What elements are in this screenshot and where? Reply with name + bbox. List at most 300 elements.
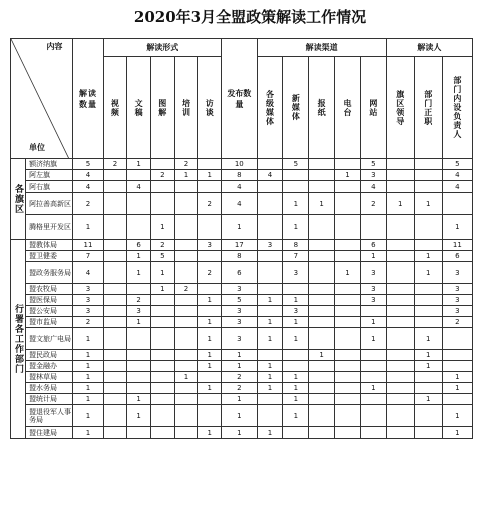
value-cell: 5 <box>150 251 174 262</box>
value-cell: 8 <box>222 251 258 262</box>
unit-name: 盟林草局 <box>26 372 73 383</box>
value-cell: 1 <box>174 372 198 383</box>
value-cell <box>386 240 414 251</box>
value-cell <box>103 350 127 361</box>
value-cell: 2 <box>442 317 472 328</box>
unit-name: 盟退役军人事务局 <box>26 405 73 427</box>
value-cell: 4 <box>442 170 472 181</box>
value-cell: 1 <box>257 383 283 394</box>
value-cell: 3 <box>73 295 103 306</box>
value-cell <box>174 383 198 394</box>
value-cell <box>335 181 361 193</box>
corner-diagonal <box>11 39 69 159</box>
value-cell <box>335 394 361 405</box>
value-cell: 2 <box>127 295 151 306</box>
unit-name: 盟文旅广电局 <box>26 328 73 350</box>
value-cell <box>103 361 127 372</box>
value-cell <box>335 405 361 427</box>
value-cell: 1 <box>127 251 151 262</box>
value-cell: 1 <box>127 394 151 405</box>
value-cell: 1 <box>442 383 472 394</box>
value-cell: 1 <box>283 394 309 405</box>
value-cell <box>335 159 361 170</box>
value-cell <box>442 361 472 372</box>
value-cell: 4 <box>222 193 258 215</box>
value-cell <box>309 284 335 295</box>
value-cell: 1 <box>414 361 442 372</box>
value-cell <box>335 427 361 439</box>
value-cell <box>309 262 335 284</box>
value-cell <box>174 361 198 372</box>
value-cell: 1 <box>73 350 103 361</box>
table-row <box>11 284 473 295</box>
value-cell: 1 <box>198 170 222 181</box>
value-cell: 1 <box>283 295 309 306</box>
value-cell <box>257 284 283 295</box>
value-cell <box>257 215 283 240</box>
value-cell <box>335 284 361 295</box>
value-cell: 1 <box>222 350 258 361</box>
value-cell <box>103 306 127 317</box>
value-cell <box>335 317 361 328</box>
value-cell <box>150 181 174 193</box>
value-cell <box>386 170 414 181</box>
table-row <box>11 328 473 350</box>
value-cell <box>150 193 174 215</box>
value-cell <box>360 372 386 383</box>
value-cell: 2 <box>198 262 222 284</box>
value-cell <box>386 251 414 262</box>
value-cell: 3 <box>360 262 386 284</box>
value-cell: 17 <box>222 240 258 251</box>
value-cell: 1 <box>309 193 335 215</box>
value-cell <box>174 181 198 193</box>
value-cell: 11 <box>442 240 472 251</box>
value-cell <box>360 361 386 372</box>
value-cell: 2 <box>150 170 174 181</box>
value-cell: 1 <box>414 262 442 284</box>
value-cell <box>335 306 361 317</box>
value-cell <box>386 372 414 383</box>
value-cell <box>103 295 127 306</box>
value-cell <box>309 372 335 383</box>
value-cell <box>386 262 414 284</box>
value-cell <box>414 405 442 427</box>
value-cell <box>198 372 222 383</box>
value-cell <box>127 170 151 181</box>
unit-name: 盟住建局 <box>26 427 73 439</box>
form-header-video: 视频 <box>103 57 127 159</box>
unit-name: 盟金融办 <box>26 361 73 372</box>
value-cell <box>414 181 442 193</box>
value-cell: 4 <box>127 181 151 193</box>
channel-group-header: 解读渠道 <box>257 39 386 57</box>
value-cell <box>103 284 127 295</box>
value-cell: 3 <box>127 306 151 317</box>
value-cell: 1 <box>198 427 222 439</box>
value-cell: 5 <box>360 159 386 170</box>
value-cell: 4 <box>442 181 472 193</box>
reader-header-head: 部门正职 <box>414 57 442 159</box>
value-cell <box>127 284 151 295</box>
value-cell: 5 <box>283 159 309 170</box>
value-cell <box>127 350 151 361</box>
value-cell <box>174 295 198 306</box>
value-cell <box>174 350 198 361</box>
value-cell: 1 <box>73 427 103 439</box>
table-row <box>11 317 473 328</box>
value-cell: 3 <box>257 240 283 251</box>
value-cell: 3 <box>360 295 386 306</box>
value-cell <box>442 350 472 361</box>
value-cell <box>103 372 127 383</box>
value-cell: 3 <box>360 170 386 181</box>
value-cell: 3 <box>222 328 258 350</box>
value-cell: 1 <box>257 372 283 383</box>
value-cell <box>414 215 442 240</box>
value-cell: 1 <box>198 317 222 328</box>
value-cell: 6 <box>222 262 258 284</box>
value-cell: 1 <box>414 394 442 405</box>
value-cell: 11 <box>73 240 103 251</box>
value-cell: 1 <box>73 394 103 405</box>
value-cell: 5 <box>442 159 472 170</box>
table-row <box>11 383 473 394</box>
value-cell <box>442 328 472 350</box>
value-cell <box>103 317 127 328</box>
value-cell: 2 <box>198 193 222 215</box>
value-cell <box>127 427 151 439</box>
value-cell <box>386 394 414 405</box>
value-cell: 1 <box>150 284 174 295</box>
value-cell: 4 <box>73 170 103 181</box>
unit-name: 盟医保局 <box>26 295 73 306</box>
reader-group-header: 解读人 <box>386 39 472 57</box>
value-cell <box>257 394 283 405</box>
value-cell: 3 <box>442 295 472 306</box>
form-header-interview: 访谈 <box>198 57 222 159</box>
value-cell <box>150 394 174 405</box>
value-cell <box>309 295 335 306</box>
table-row <box>11 306 473 317</box>
value-cell <box>103 215 127 240</box>
value-cell <box>360 350 386 361</box>
value-cell <box>103 394 127 405</box>
table-row <box>11 251 473 262</box>
table-row <box>11 405 473 427</box>
value-cell <box>103 383 127 394</box>
value-cell: 1 <box>127 405 151 427</box>
value-cell: 1 <box>73 361 103 372</box>
value-cell: 1 <box>73 383 103 394</box>
unit-name: 腾格里开发区 <box>26 215 73 240</box>
value-cell <box>198 284 222 295</box>
value-cell: 1 <box>257 427 283 439</box>
value-cell: 1 <box>283 328 309 350</box>
unit-name: 盟农牧局 <box>26 284 73 295</box>
value-cell: 1 <box>360 251 386 262</box>
value-cell <box>198 394 222 405</box>
reader-header-sub: 部门内设负责人 <box>442 57 472 159</box>
value-cell: 1 <box>222 215 258 240</box>
value-cell <box>127 383 151 394</box>
value-cell <box>414 317 442 328</box>
value-cell <box>127 361 151 372</box>
value-cell: 1 <box>414 251 442 262</box>
value-cell: 3 <box>73 284 103 295</box>
value-cell <box>309 427 335 439</box>
value-cell: 3 <box>360 284 386 295</box>
table-row <box>11 427 473 439</box>
value-cell <box>335 251 361 262</box>
unit-name: 阿左旗 <box>26 170 73 181</box>
value-cell <box>257 306 283 317</box>
value-cell <box>257 405 283 427</box>
value-cell <box>309 215 335 240</box>
value-cell <box>309 405 335 427</box>
value-cell: 3 <box>283 262 309 284</box>
value-cell <box>386 361 414 372</box>
value-cell <box>103 427 127 439</box>
value-cell <box>386 328 414 350</box>
table-row <box>11 240 473 251</box>
value-cell: 1 <box>150 215 174 240</box>
value-cell <box>257 159 283 170</box>
value-cell: 2 <box>73 193 103 215</box>
value-cell <box>414 427 442 439</box>
value-cell <box>257 262 283 284</box>
value-cell: 2 <box>73 317 103 328</box>
value-cell: 4 <box>73 181 103 193</box>
value-cell <box>103 181 127 193</box>
value-cell <box>174 240 198 251</box>
value-cell: 1 <box>442 215 472 240</box>
unit-label: 单位 <box>29 143 45 152</box>
form-header-text: 文稿 <box>127 57 151 159</box>
value-cell: 1 <box>198 350 222 361</box>
table-row <box>11 295 473 306</box>
unit-name: 盟民政局 <box>26 350 73 361</box>
value-cell <box>386 383 414 394</box>
value-cell <box>103 240 127 251</box>
value-cell: 1 <box>222 361 258 372</box>
value-cell <box>174 317 198 328</box>
value-cell <box>386 427 414 439</box>
value-cell: 1 <box>222 427 258 439</box>
value-cell: 1 <box>283 405 309 427</box>
content-label: 内容 <box>46 42 63 51</box>
value-cell: 1 <box>73 372 103 383</box>
table-row <box>11 350 473 361</box>
value-cell <box>150 317 174 328</box>
value-cell <box>198 159 222 170</box>
channel-header-new-media: 新媒体 <box>283 57 309 159</box>
form-group-header: 解读形式 <box>103 39 221 57</box>
value-cell <box>414 284 442 295</box>
unit-name: 阿右旗 <box>26 181 73 193</box>
value-cell: 1 <box>198 383 222 394</box>
value-cell: 1 <box>283 372 309 383</box>
channel-header-media: 各级媒体 <box>257 57 283 159</box>
value-cell <box>414 295 442 306</box>
group-label: 各旗区 <box>11 159 26 240</box>
value-cell: 1 <box>360 383 386 394</box>
value-cell: 1 <box>442 372 472 383</box>
value-cell: 1 <box>198 295 222 306</box>
value-cell: 5 <box>222 295 258 306</box>
value-cell: 1 <box>386 193 414 215</box>
value-cell <box>150 383 174 394</box>
value-cell <box>198 215 222 240</box>
value-cell: 1 <box>127 262 151 284</box>
value-cell: 1 <box>73 328 103 350</box>
value-cell <box>309 394 335 405</box>
value-cell <box>150 372 174 383</box>
value-cell: 1 <box>414 328 442 350</box>
value-cell <box>309 240 335 251</box>
value-cell: 1 <box>414 193 442 215</box>
value-cell: 1 <box>257 328 283 350</box>
value-cell <box>150 295 174 306</box>
table-row <box>11 394 473 405</box>
value-cell <box>283 181 309 193</box>
value-cell: 1 <box>442 405 472 427</box>
value-cell <box>174 405 198 427</box>
value-cell: 5 <box>73 159 103 170</box>
value-cell <box>335 295 361 306</box>
value-cell <box>150 361 174 372</box>
table-row <box>11 159 473 170</box>
value-cell <box>335 350 361 361</box>
value-cell: 3 <box>442 262 472 284</box>
value-cell <box>257 193 283 215</box>
value-cell: 2 <box>174 284 198 295</box>
value-cell: 1 <box>283 193 309 215</box>
value-cell: 1 <box>222 405 258 427</box>
value-cell <box>103 262 127 284</box>
value-cell <box>442 394 472 405</box>
page-title: 2020年3月全盟政策解读工作情况 <box>133 8 367 26</box>
value-cell: 1 <box>360 328 386 350</box>
value-cell: 2 <box>222 383 258 394</box>
value-cell <box>309 383 335 394</box>
channel-header-radio: 电台 <box>335 57 361 159</box>
table-row <box>11 181 473 193</box>
value-cell: 2 <box>150 240 174 251</box>
unit-name: 盟统计局 <box>26 394 73 405</box>
value-cell <box>174 328 198 350</box>
table-row <box>11 361 473 372</box>
value-cell <box>414 372 442 383</box>
value-cell <box>283 170 309 181</box>
value-cell <box>198 306 222 317</box>
unit-name: 阿拉善高新区 <box>26 193 73 215</box>
value-cell: 6 <box>127 240 151 251</box>
value-cell <box>283 427 309 439</box>
form-header-graphic: 图解 <box>150 57 174 159</box>
value-cell <box>414 383 442 394</box>
value-cell <box>309 181 335 193</box>
value-cell <box>386 405 414 427</box>
value-cell: 7 <box>283 251 309 262</box>
value-cell <box>335 361 361 372</box>
value-cell <box>360 405 386 427</box>
value-cell: 1 <box>198 361 222 372</box>
table-row <box>11 170 473 181</box>
value-cell <box>360 215 386 240</box>
value-cell: 4 <box>257 170 283 181</box>
value-cell: 1 <box>222 394 258 405</box>
value-cell <box>198 405 222 427</box>
report-table-container <box>10 38 473 504</box>
table-row <box>11 215 473 240</box>
unit-name: 盟教体局 <box>26 240 73 251</box>
value-cell <box>335 383 361 394</box>
value-cell <box>309 317 335 328</box>
value-cell <box>283 361 309 372</box>
value-cell <box>360 394 386 405</box>
form-header-training: 培训 <box>174 57 198 159</box>
value-cell: 1 <box>360 317 386 328</box>
value-cell <box>360 306 386 317</box>
value-cell: 3 <box>442 284 472 295</box>
unit-name: 盟公安局 <box>26 306 73 317</box>
unit-name: 盟卫健委 <box>26 251 73 262</box>
value-cell: 2 <box>222 372 258 383</box>
value-cell <box>257 350 283 361</box>
value-cell <box>335 215 361 240</box>
value-cell <box>386 284 414 295</box>
value-cell: 1 <box>127 159 151 170</box>
value-cell: 3 <box>283 306 309 317</box>
value-cell: 6 <box>360 240 386 251</box>
value-cell <box>386 295 414 306</box>
value-cell <box>103 328 127 350</box>
value-cell: 4 <box>360 181 386 193</box>
report-table <box>10 38 473 439</box>
value-cell <box>150 328 174 350</box>
value-cell <box>150 159 174 170</box>
value-cell: 1 <box>257 317 283 328</box>
value-cell <box>386 159 414 170</box>
value-cell: 1 <box>257 295 283 306</box>
value-cell <box>335 372 361 383</box>
value-cell: 1 <box>335 262 361 284</box>
value-cell <box>386 306 414 317</box>
header-row-1 <box>11 39 473 57</box>
value-cell <box>103 193 127 215</box>
value-cell: 3 <box>73 306 103 317</box>
value-cell <box>174 251 198 262</box>
channel-header-newspaper: 报纸 <box>309 57 335 159</box>
value-cell: 8 <box>222 170 258 181</box>
unit-name: 盟政务服务局 <box>26 262 73 284</box>
value-cell: 4 <box>73 262 103 284</box>
value-cell: 1 <box>257 361 283 372</box>
table-row <box>11 193 473 215</box>
value-cell <box>103 170 127 181</box>
value-cell <box>198 181 222 193</box>
value-cell: 1 <box>150 262 174 284</box>
value-cell <box>150 306 174 317</box>
value-cell <box>103 405 127 427</box>
value-cell <box>174 193 198 215</box>
value-cell <box>309 306 335 317</box>
value-cell: 1 <box>283 317 309 328</box>
value-cell: 1 <box>309 350 335 361</box>
value-cell: 1 <box>198 328 222 350</box>
value-cell <box>174 394 198 405</box>
